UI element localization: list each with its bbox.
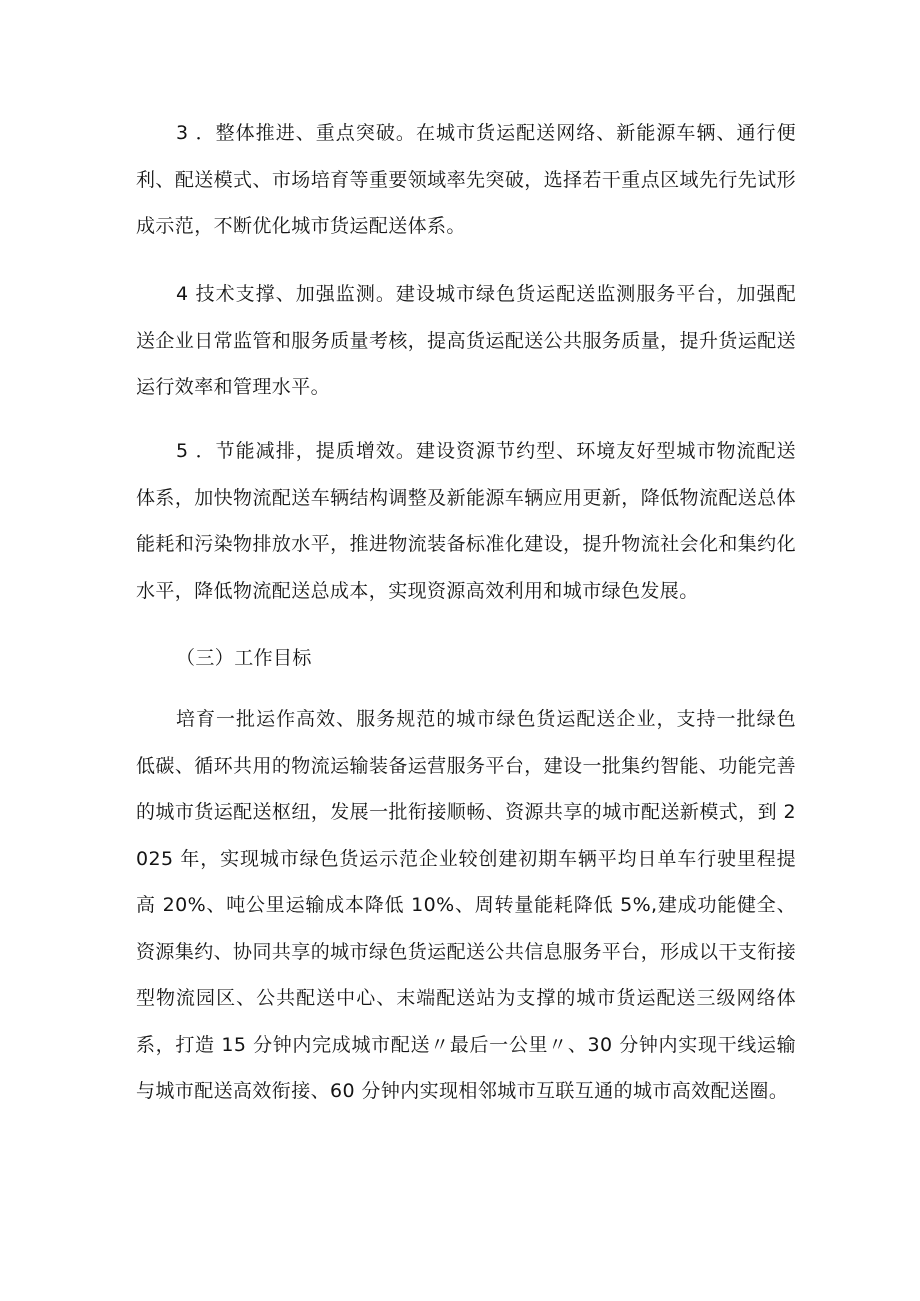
paragraph-principle-5: 5 ．节能减排，提质增效。建设资源节约型、环境友好型城市物流配送体系，加快物流配送车辆结构调整及新能源车辆应用更新，降低物流配送总体能耗和污染物排放水平，推进物流装备标准化建设，提升物流社会化和集约化水平，降低物流配送总成本，实现资源高效利用和城市绿色发展。 (136, 440, 796, 602)
paragraph-principle-4: 4 技术支撑、加强监测。建设城市绿色货运配送监测服务平台，加强配送企业日常监管和服务质量考核，提高货运配送公共服务质量，提升货运配送运行效率和管理水平。 (136, 283, 796, 398)
paragraph-work-goals: 培育一批运作高效、服务规范的城市绿色货运配送企业，支持一批绿色低碳、循环共用的物流运输装备运营服务平台，建设一批集约智能、功能完善的城市货运配送枢纽，发展一批衔接顺畅、资源共享的城市配送新模式，到 2025 年，实现城市绿色货运示范企业较创建初期车辆平均日单车行驶里程提高 20%、吨公里运输成本降低 10%、周转量能耗降低 5%,建成功能健全、资源集约、协同共享的城市绿色货运配送公共信息服务平台，形成以干支衔接型物流园区、公共配送中心、末端配送站为支撑的城市货运配送三级网络体系，打造 15 分钟内完成城市配送〃最后一公里〃、30 分钟内实现干线运输与城市配送高效衔接、60 分钟内实现相邻城市互联互通的城市高效配送圈。 (136, 708, 796, 1102)
paragraph-principle-3: 3 ．整体推进、重点突破。在城市货运配送网络、新能源车辆、通行便利、配送模式、市场培育等重要领域率先突破，选择若干重点区域先行先试形成示范，不断优化城市货运配送体系。 (136, 122, 796, 237)
section-heading-work-goals: （三）工作目标 (176, 647, 312, 669)
